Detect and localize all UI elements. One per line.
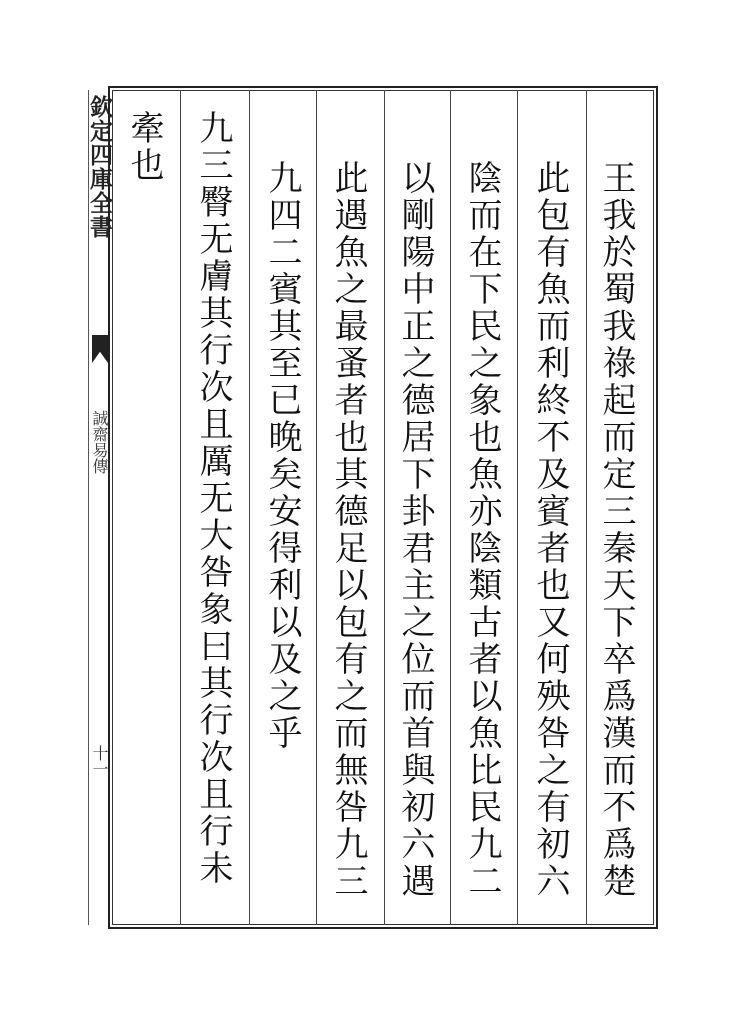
text-column-5: 此遇魚之最蚤者也其德足以包有之而無咎九三 — [328, 160, 368, 900]
page-number: 十一 — [90, 745, 109, 777]
column-divider — [180, 90, 181, 925]
text-column-1: 王我於蜀我祿起而定三秦天下卒爲漢而不爲楚 — [596, 160, 636, 900]
text-column-3: 陰而在下民之象也魚亦陰類古者以魚比民九二 — [462, 160, 502, 900]
text-column-7: 九三臀无膚其行次且厲无大咎象曰其行次且行未 — [193, 110, 233, 887]
column-divider — [586, 90, 587, 925]
column-divider — [384, 90, 385, 925]
book-series-title: 欽定四庫全書 — [86, 95, 113, 239]
text-column-6: 九四二賓其至已晚矣安得利以及之乎 — [262, 160, 302, 752]
column-divider — [249, 90, 250, 925]
column-divider — [517, 90, 518, 925]
book-title: 誠齋易傳 — [90, 410, 109, 474]
column-divider — [316, 90, 317, 925]
text-column-8: 牽也 — [124, 110, 164, 184]
column-divider — [450, 90, 451, 925]
text-column-2: 此包有魚而利終不及賓者也又何殃咎之有初六 — [530, 160, 570, 900]
text-column-4: 以剛陽中正之德居下卦君主之位而首與初六遇 — [395, 160, 435, 900]
